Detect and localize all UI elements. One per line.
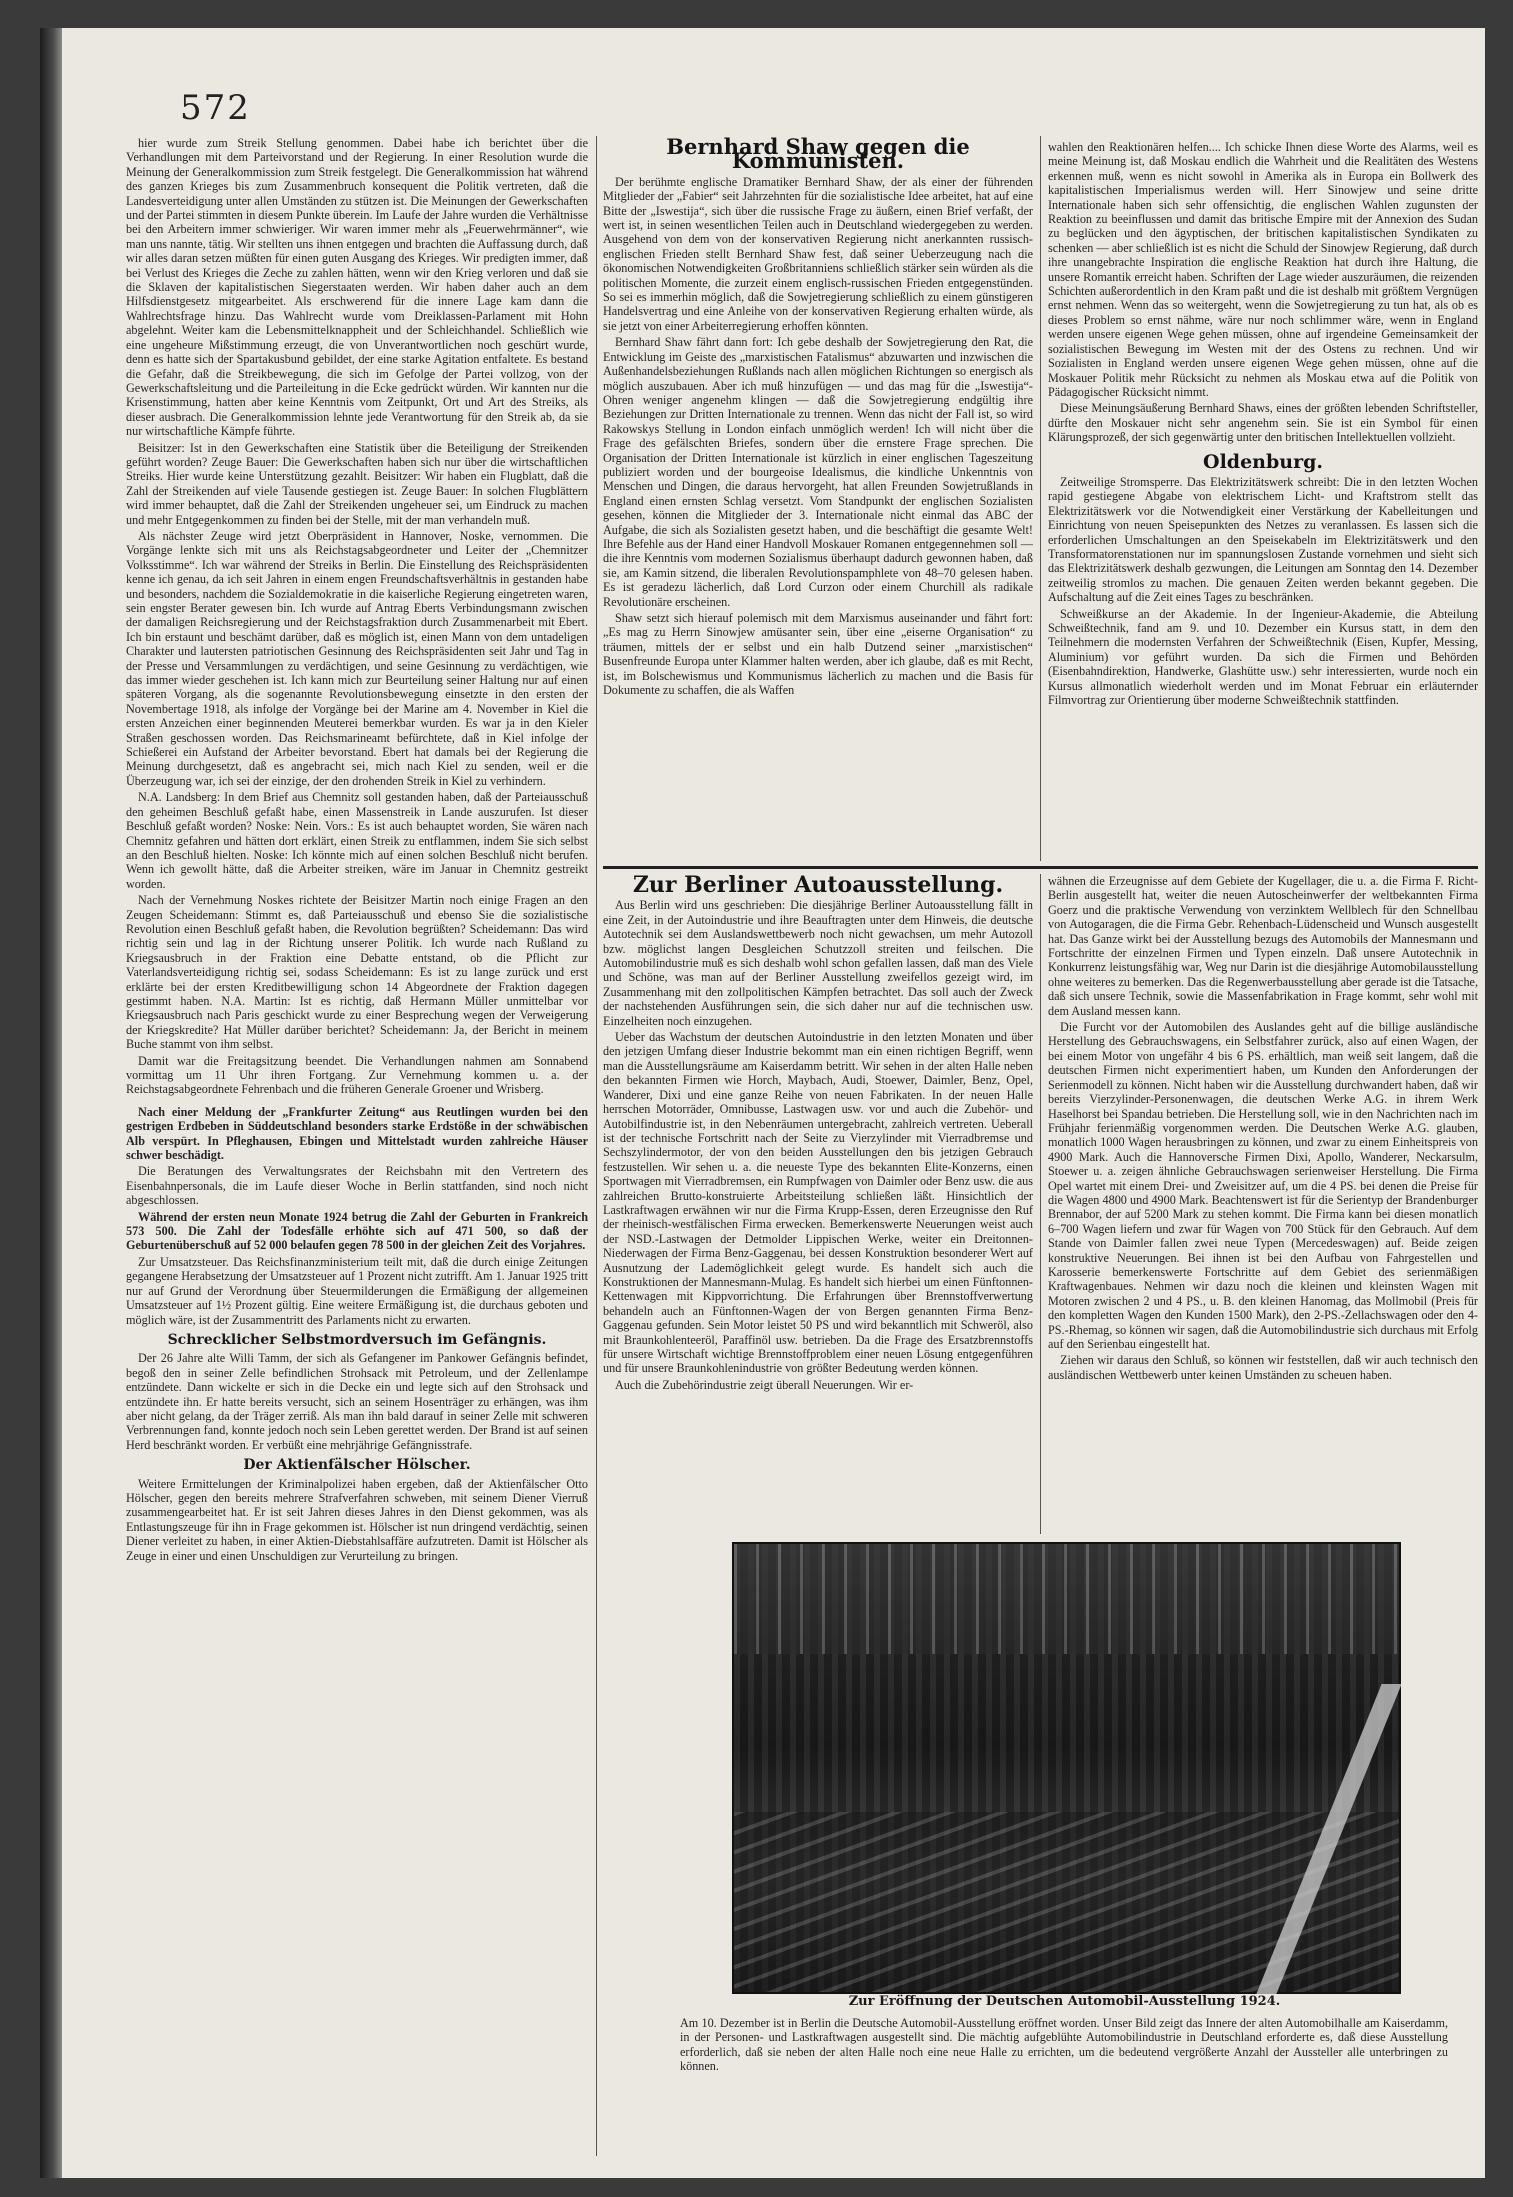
left-paragraph: N.A. Landsberg: In dem Brief aus Chemnitz soll gestanden haben, daß der Parteiausschuß den geheimen Beschluß gefaßt habe, einen Massenstreik in Lande auszurufen. Ist dieser Beschluß gefaßt worden? Noske: Nein. Vors.: Es ist auch behauptet worden, Sie wären nach Chemnitz gefahren und hätten dort erklärt, einen Streik zu entflammen, indem Sie sich selbst an den Beschluß hielten. Noske: Ich könnte mich auf einen solchen Beschluß nicht berufen. Wenn ich gewollt hätte, daß die Arbeiter streiken, wäre im Januar in Chemnitz gestreikt worden. xyxy=(126,790,588,891)
article-divider xyxy=(603,866,1478,869)
auto-column-2 xyxy=(1048,874,1478,1534)
oldenburg-paragraph: Zeitweilige Stromsperre. Das Elektrizitätswerk schreibt: Die in den letzten Wochen rapid gestiegene Abgabe von elektrischem Licht- und Kraftstrom stellt das Elektrizitätswerk vor die Notwendigkeit einer Verstärkung der Kabelleitungen und Einrichtung von neuen Speisepunkten des Netzes zu veranlassen. Es lassen sich die erforderlichen Umschaltungen an den Speisekabeln im Elektrizitätswerk und den Transformatorenstationen nur im spannungslosen Zustande vornehmen und sieht sich das Elektrizitätswerk deshalb gezwungen, die Leitungen am Sonntag den 14. Dezember zeitweilig stromlos zu machen. Die genauen Zeiten werden bekannt gegeben. Die Aufschaltung auf die Zeit eines Tages zu beschränken. xyxy=(1048,474,1478,605)
story-title-hoelscher: Der Aktienfälscher Hölscher. xyxy=(243,1457,471,1474)
story-title-suicide: Schrecklicher Selbstmordversuch im Gefängnis. xyxy=(167,1331,547,1348)
photo-caption: Zur Eröffnung der Deutschen Automobil-Ausstellung 1924. xyxy=(848,1994,1281,2009)
shaw-headline: Bernhard Shaw gegen die Kommunisten. xyxy=(666,136,970,174)
news-item: Zur Umsatzsteuer. Das Reichsfinanzministerium teilt mit, daß die durch einige Zeitungen gegangene Herabsetzung der Umsatzsteuer auf 1 Prozent nicht zutrifft. Am 1. Januar 1925 tritt nur auf Grund der Verordnung über Steuermilderungen die Ermäßigung der allgemeinen Umsatzsteuer auf 1½ Prozent gültig. Eine weitere Ermäßigung ist, die durchaus geboten und möglich wäre, ist der Zusammentritt des Parlaments nicht zu erwarten. xyxy=(126,1254,588,1327)
auto-headline: Zur Berliner Autoausstellung. xyxy=(632,874,1004,898)
news-item: Während der ersten neun Monate 1924 betrug die Zahl der Geburten in Frankreich 573 500. Die Zahl der Todesfälle erhöhte sich auf 471 500, so daß der Geburtenüberschuß auf 52 000 belaufen gegen 78 500 in der gleichen Zeit des Vorjahres. xyxy=(126,1209,588,1253)
news-item: Nach einer Meldung der „Frankfurter Zeitung“ aus Reutlingen wurden bei den gestrigen Erdbeben in Süddeutschland besonders starke Erdstöße in der schwäbischen Alb verspürt. In Pfleghausen, Ebingen und Mittelstadt wurden zahlreiche Häuser schwer beschädigt. xyxy=(126,1104,588,1163)
story-text-hoelscher: Weitere Ermittelungen der Kriminalpolizei haben ergeben, daß der Aktienfälscher Otto Hölscher, gegen den bereits mehrere Strafverfahren schweben, mit seinem Diener Vierruß zusammengearbeitet hat. Er ist seit Jahren dieses Jahres in den Dienst gekommen, was als Entlastungszeuge für ihn in Frage gekommen ist. Hölscher ist nun dringend verdächtig, seinen Diener verleitet zu haben, in einer Aktien-Diebstahlsaffäre aufzutreten. Damit ist Hölscher als Zeuge in einer und einen Unschuldigen zur Verurteilung zu bringen. xyxy=(126,1476,588,1563)
column-rule xyxy=(596,136,597,2156)
photo-roof-detail xyxy=(734,1544,1399,1654)
auto-column-1 xyxy=(603,874,1033,1534)
auto-paragraph: Ziehen wir daraus den Schluß, so können wir feststellen, daß wir auch technisch den ausländischen Wettbewerb unter keinen Umständen zu scheuen haben. xyxy=(1048,1353,1478,1382)
auto-paragraph: Die Furcht vor der Automobilen des Auslandes geht auf die billige ausländische Herstellung des Gebrauchswagens, ein Selbstfahrer zurück, also auf einen Wagen, der bei einem Motor von ungefähr 4 bis 6 PS. erhältlich, man weiß seit langem, daß die deutschen Firmen nicht experimentiert haben, um Kunden den Anforderungen der Serienmodell zu können. Nicht haben wir die Ausstellung durchwandert haben, daß wir bereits Vierzylinder-Personenwagen, die deutschen Werke A.G. in ihrem Werk Haselhorst bei Spandau betrieben. Die Herstellung soll, wie in den Nachrichten nach im Frühjahr ferienmäßig vorgenommen werden. Die Deutschen Werke A.G. glauben, monatlich 1000 Wagen herausbringen zu können, und zwar zu einem Einheitspreis von 4900 Mark. Auch die Hannoversche Firmen Dixi, Apollo, Wanderer, Neckarsulm, Stoewer u. a. zeigen ähnliche Gebrauchswagen serienweiser Herstellung. Die Firma Opel wartet mit einem Drei- und Zweisitzer auf, um die 4 PS. bei denen die Preise für die Wagen 4800 und 4900 Mark. Beachtenswert ist für die Serientyp der Brandenburger Brennabor, der auf 5200 Mark zu stehen kommt. Die Firma kann bei diesen monatlich 6–700 Wagen liefern und zwar für Wagen von 700 Stück für den Gebrauch. Auf dem Stande von Daimler fallen zwei neue Typen (Mercedeswagen) auf. Beide zeigen konstruktive Neuerungen. Bei ihnen ist bei den Aufbau von Fahrgestellen und Karosserie bemerkenswerte Fortschritte auf dem Gebiet des serienmäßigen Kraftwagenbaues. Nehmen wir dazu noch die kleinen und kleinsten Wagen mit Motoren zwischen 2 und 4 PS., u. B. den kleinen Hanomag, das Mollmobil (Preis für den kompletten Wagen den Kunden 1500 Mark), den 2-PS.-Zellachswagen oder den 4-PS.-Rhemag, so können wir sagen, daß die Automobilindustrie sich durchaus mit Erfolg auf den Serienbau eingestellt hat. xyxy=(1048,1020,1478,1351)
left-paragraph: hier wurde zum Streik Stellung genommen. Dabei habe ich berichtet über die Verhandlungen mit dem Parteivorstand und der Regierung. In einer Resolution wurde die Meinung der Generalkommission zum Streik festgelegt. Die Generalkommission hat während des ganzen Krieges bis zum Zusammenbruch konsequent die Politik vertreten, daß die Landesverteidigung unter allen Umständen zu stützen ist. Die Meinungen der Gewerkschaften und der Partei stimmten in diesem Punkte überein. Im Laufe der Jahre wurden die Verhältnisse bei den Arbeitern immer schwieriger. Wir waren immer mehr als „Feuerwehrmänner“, wie man uns nannte, tätig. Wir stellten uns ihnen entgegen und brachten die Auffassung durch, daß wir alles daran setzen müßten für einen guten Ausgang des Krieges. Wir predigten immer, daß bei Verlust des Krieges die Zeche zu zahlen hätten, wenn wir den Krieg verloren und daß sie die Sklaven der kapitalistischen Siegerstaaten werden. Wir haben daher auch an dem Hilfsdienstgesetz mitgearbeitet. Als erschwerend für die innere Lage kam dann die Wahlrechtsfrage hinzu. Das Wahlrecht wurde vom Dreiklassen-Parlament mit Hohn abgelehnt. Weiter kam die Lebensmittelknappheit und der Schleichhandel. Schließlich wie eine ungeheure Mißstimmung erzeugt, die von Unverantwortlichen noch geschürt wurde, denn es hatte sich der Spartakusbund gebildet, der eine starke Agitation entfaltete. Es bestand die Gefahr, daß die Streikbewegung, die sich im Gefolge der Partei vollzog, von der Gewerkschaftsleitung und die Parteileitung in die Ecke gedrückt würden. Wir kannten nur die Krisenstimmung, hatten aber keine Kenntnis vom Zeitpunkt, Ort und Art des Streiks, als dieser ausbrach. Die Generalkommission lehnte jede Verantwortung für den Streik ab, da sie nur wirtschaftliche Kämpfe führte. xyxy=(126,136,588,439)
exhibition-hall-photo xyxy=(732,1542,1401,1994)
left-paragraph: Beisitzer: Ist in den Gewerkschaften eine Statistik über die Beteiligung der Streikenden geführt worden? Zeuge Bauer: Die Gewerkschaften haben sich nur über die wirtschaftlichen Streiks. Hier wurde keine Unterstützung gezahlt. Beisitzer: Wir haben ein Flugblatt, daß die Zahl der Streikenden auf viele Tausende gestiegen ist. Zeuge Bauer: In solchen Flugblättern wird immer behauptet, daß die Zahl der Streikenden ungeheuer sei, um Eindruck zu machen und mehr Entgegenkommen zu finden bei der Stelle, mit der man verhandeln muß. xyxy=(126,440,588,527)
oldenburg-paragraph: Schweißkurse an der Akademie. In der Ingenieur-Akademie, die Abteilung Schweißtechnik, fand am 9. und 10. Dezember ein Kursus statt, in dem den Teilnehmern die modernsten Verfahren der Schweißtechnik (Eisen, Kupfer, Messing, Aluminium) vor geführt wurden. Da sich die Firmen und Behörden (Eisenbahndirektion, Handwerke, Glashütte usw.) sehr interessierten, wurde noch ein Kursus allmonatlich wiederholt werden und im Monat Februar ein erläuternder Filmvortrag zur Orientierung über moderne Schweißtechnik stattfinden. xyxy=(1048,606,1478,708)
left-paragraph: Nach der Vernehmung Noskes richtete der Beisitzer Martin noch einige Fragen an den Zeugen Scheidemann: Stimmt es, daß Parteiausschuß und ebenso Sie die sozialistische Revolution einen Beschluß gefaßt haben, die Revolution begrüßten? Scheidemann: Das wird richtig sein und lag in der Richtung unserer Politik. Ich wurde nach Rußland zu Kriegsausbruch in der Fraktion eine Debatte entstand, ob die Pflicht zur Vaterlandsverteidigung richtig sei, sodass Scheidemann: Es ist zu lange zurück und erst erklärte bei der ersten Kreditbewilligung schon 14 Abgeordnete der Fraktion dagegen gestimmt haben. N.A. Martin: Ist es richtig, daß Hermann Müller unmittelbar vor Kriegsausbruch nach Paris geschickt wurde zu einer Besprechung wegen der Verweigerung der Kriegskredite? Hat Müller darüber berichtet? Scheidemann: Ja, der Bericht in meinem Buche stammt von ihm selbst. xyxy=(126,893,588,1052)
shaw-paragraph: wahlen den Reaktionären helfen.... Ich schicke Ihnen diese Worte des Alarms, weil es meine Meinung ist, daß Moskau endlich die Wahrheit und die Realitäten des Westens erkennen muß, wenn es nicht sowohl in Amerika als in Europa ein Bollwerk des kapitalistischen Imperialismus werden will. Herr Sinowjew und seine dritte Internationale haben sich sehr offensichtig, die englischen Wahlen zugunsten der Reaktion zu beeinflussen und damit das britische Empire mit der Annexion des Sudan zu beglücken und den ägyptischen, der britischen kapitalistischen Syndikaten zu schenken — aber schließlich ist es nicht die Schuld der Sinowjew Regierung, daß durch ihre unangebrachte Inspiration die englische Reaktion hat durch ihre Haltung, die unsere Romantik erreicht haben. Schriften der Lage wieder auszuräumen, die reizenden Schichten außerordentlich in den Kram paßt und die ist deshalb mit größtem Vergnügen ernst nehmen. Wenn das so weitergeht, wenn die Sowjetregierung zu tun hat, als ob es dieses Problem so ernst nähme, wäre nur noch schlimmer wäre, wenn in England werden unsere eigenen Wege gehen müssen, ohne auf irgendeine Gemeinsamkeit der sozialistischen Bewegung im Westen mit der des Ostens zu rechnen. Und wir Sozialisten in England werden unsere eigenen Wege gehen müssen, ohne auf die Moskauer Politik mehr Rücksicht zu nehmen als Moskau etwa auf die Politik von Pädagogischer Rücksicht nimmt. xyxy=(1048,140,1478,399)
auto-paragraph: Ueber das Wachstum der deutschen Autoindustrie in den letzten Monaten und über den jetzigen Umfang dieser Industrie bekommt man ein einen richtigen Begriff, wenn man die Ausstellungsräume am Kaiserdamm betritt. Wir sehen in der alten Halle neben den bekannten Firmen wie Horch, Maybach, Audi, Stoewer, Daimler, Benz, Opel, Wanderer, Dixi und eine ganze Reihe von neuen Fabrikaten. In der neuen Halle herrschen Motorräder, Omnibusse, Lastwagen usw. vor und auch die Zubehör- und Autobilfindustrie ist, in den Nebenräumen untergebracht, zahlreich vertreten. Ueberall ist der technische Fortschritt nach der Seite zu Vierzylinder mit Vierradbremse und Sechszylindermotor, der von den beiden Ausstellungen den bis jetzigen Gebrauch festzustellen. Wir sehen u. a. die neueste Type des bekannten Elite-Konzerns, einen Sportwagen mit Vierradbremsen, ein Rumpfwagen von Daimler oder Benz usw. die aus zahlreichen Brutto-konstruierte Arbeitsteilung schließen läßt. Hinsichtlich der Lastkraftwagen erwähnen wir nur die Firma Krupp-Essen, deren Erzeugnisse den Ruf der rheinisch-westfälischen Firma erwecken. Bemerkenswerte Neuerungen weist auch der NSD.-Lastwagen der Detmolder Lippischen Werke, weiter ein Dreitonnen-Niederwagen der Firma Benz-Gaggenau, bei dessen Konstruktion besonderer Wert auf Ausnutzung der Lademöglichkeit gelegt wurde. Es handelt sich auch die Konstruktionen der Mannesmann-Mulag. Es handelt sich hierbei um einen Fünftonnen-Kettenwagen mit Kippvorrichtung. Die Erfahrungen über Brennstoffverwertung behandeln auch an Fünftonnen-Wagen der von Bergen genannten Firma Benz-Gaggenau gefunden. Sein Motor leistet 50 PS und wird bekanntlich mit Schweröl, also mit Braunkohlenteeröl, Paraffinöl usw. betrieben. Da die Frage des Ersatzbrennstoffs für unsere Wirtschaft wichtige Brennstoffproblem einer neuen Lösung entgegenführen und für unsere Braunkohlenindustrie von größter Bedeutung werden können. xyxy=(603,1030,1033,1376)
shaw-paragraph: Bernhard Shaw fährt dann fort: Ich gebe deshalb der Sowjetregierung den Rat, die Entwicklung im Geiste des „marxistischen Fatalismus“ abzuwarten und inzwischen die Außenhandelsbeziehungen Rußlands nach allen möglichen Richtungen so energisch als möglich auszubauen. Aber ich muß hinzufügen — und das mag für die „Iswestija“-Ohren weniger angenehm klingen — daß die Sowjetregierung endgültig ihre Beziehungen zur Dritten Internationale zu trennen. Wenn das nicht der Fall ist, so wird Rakowskys Stellung in London einfach unmöglich werden! Ich will nicht über die Frage des gefälschten Briefes, sondern über die ernstere Frage sprechen. Die Organisation der Dritten Internationale ist kürzlich in einer englischen Tageszeitung publiziert worden und der bourgeoise Idealismus, die kindliche Unkenntnis von Menschen und Dingen, die daraus hervorgeht, hat allen Freunden Sowjetrußlands in England einen ernsten Schlag versetzt. Vom Standpunkt der englischen Sozialisten gesehen, können die Mitglieder der 3. Internationale nicht einmal das ABC der Aufgabe, die sich als Sozialisten gesetzt haben, und die beschäftigt die gesamte Welt! Ihre Befehle aus der Hand einer Handvoll Moskauer Romanen entgegennehmen soll — die ihre Kenntnis vom modernen Sozialismus überhaupt dadurch gewonnen haben, daß sie, am Kamin sitzend, die liberalen Revolutionspamphlete von 48–70 gelesen haben. Es ist geradezu lächerlich, daß Lord Curzon oder einem Churchill als radikale Revolutionäre erscheinen. xyxy=(603,335,1033,609)
shaw-paragraph: Diese Meinungsäußerung Bernhard Shaws, eines der größten lebenden Schriftsteller, dürfte den Moskauer nicht sehr angenehm sein. Sie ist ein Symbol für einen Klärungsprozeß, der sich gegenwärtig unter den britischen Intellektuellen vollzieht. xyxy=(1048,401,1478,445)
photo-description: Am 10. Dezember ist in Berlin die Deutsche Automobil-Ausstellung eröffnet worden. Unser Bild zeigt das Innere der alten Automobilhalle am Kaiserdamm, in der Personen- und Lastkraftwagen ausgestellt sind. Die mächtig aufgeblühte Automobilindustrie in Deutschland erforderte es, daß diese Ausstellung erforderlich, daß sie neben der alten Halle noch eine neue Halle zu errichten, um die bedeutend vergrößerte Anzahl der Aussteller alle unterbringen zu können. xyxy=(680,2016,1448,2074)
left-paragraph: Damit war die Freitagsitzung beendet. Die Verhandlungen nahmen am Sonnabend vormittag um 11 Uhr ihren Fortgang. Zur Vernehmung kommen u. a. der Reichstagsabgeordnete Fehrenbach und die früheren Generale Groener und Wrisberg. xyxy=(126,1053,588,1097)
shaw-paragraph: Der berühmte englische Dramatiker Bernhard Shaw, der als einer der führenden Mitglieder der „Fabier“ seit Jahrzehnten für die sozialistische Idee arbeitet, hat auf eine Bitte der „Iswestija“, sich über die russische Frage zu äußern, einen Brief verfaßt, der wert ist, in seinen wesentlichen Teilen auch in Deutschland wiedergegeben zu werden. Ausgehend von dem von der konservativen Regierung nicht anerkannten russisch-englischen Frieden stellt Bernhard Shaw fest, daß seiner Ueberzeugung nach die ökonomischen Notwendigkeiten Großbritanniens schließlich stärker sein würden als die politischen Momente, die zurzeit einem englisch-russischen Frieden entgegenstünden. So sei es immerhin möglich, daß die Sowjetregierung schließlich zu einem günstigeren Handelsvertrag und eine Anleihe von der konservativen Regierung erhalten würde, als sie jetzt von einer Arbeiterregierung erhoffen könnten. xyxy=(603,174,1033,333)
auto-paragraph: Aus Berlin wird uns geschrieben: Die diesjährige Berliner Autoausstellung fällt in eine Zeit, in der Autoindustrie und ihre Beauftragten unter dem Hinweis, die deutsche Autotechnik sei dem Auslandswettbewerb noch nicht gewachsen, um mehr Autozoll bzw. möglichst langen Desgleichen Schutzzoll streiten und feilschen. Die Automobilindustrie muß es sich deshalb wohl schon gefallen lassen, daß man des Viele und Schöne, was man auf der Berliner Ausstellung zweifellos gezeigt wird, im Zusammenhang mit den zollpolitischen Kämpfen betrachtet. Das soll auch der Zweck der nachstehenden Ausführungen sein, die sich daher nur auf die technischen usw. Einzelheiten noch einzugehen. xyxy=(603,898,1033,1028)
news-item: Die Beratungen des Verwaltungsrates der Reichsbahn mit den Vertretern des Eisenbahnpersonals, die im Laufe dieser Woche in Berlin stattfanden, sind noch nicht abgeschlossen. xyxy=(126,1164,588,1208)
story-text-suicide: Der 26 Jahre alte Willi Tamm, der sich als Gefangener im Pankower Gefängnis befindet, begoß den in seiner Zelle befindlichen Strohsack mit Petroleum, und der Zellenlampe entzündete. Dann wickelte er sich in die Decke ein und legte sich auf den Strohsack und entzündete ihn. Er hatte bereits versucht, sich an seinem Hosenträger zu erhängen, was ihm aber nicht gelang, da der Träger zerriß. Als man ihn bald darauf in seiner Zelle mit schweren Verbrennungen fand, konnte jedoch noch sein Leben gerettet werden. Der Brand ist auf seinen Herd beschränkt worden. Er verbüßt eine mehrjährige Gefängnisstrafe. xyxy=(126,1351,588,1452)
auto-paragraph: Auch die Zubehörindustrie zeigt überall Neuerungen. Wir er- xyxy=(615,1377,914,1392)
shaw-paragraph: Shaw setzt sich hierauf polemisch mit dem Marxismus auseinander und fährt fort: „Es mag zu Herrn Sinowjew amüsanter sein, über eine „eiserne Organisation“ zu träumen, mittels der er selbst und ein halb Dutzend seiner „marxistischen“ Busenfreunde Europa unter Klammer halten werden, aber ich glaube, daß es mit Recht, ist, im Bolschewismus und Kommunismus lächerlich zu machen und die Basis für Dokumente zu schaffen, die als Waffen xyxy=(603,611,1033,698)
page-binding xyxy=(40,28,62,2178)
left-column xyxy=(126,136,588,2151)
page-number: 572 xyxy=(180,88,251,128)
newspaper-page xyxy=(40,28,1485,2178)
oldenburg-headline: Oldenburg. xyxy=(1203,450,1323,473)
column-rule xyxy=(1040,136,1041,861)
shaw-column-2 xyxy=(1048,140,1478,860)
left-paragraph: Als nächster Zeuge wird jetzt Oberpräsident in Hannover, Noske, vernommen. Die Vorgänge lenkte sich mit uns als Reichstagsabgeordneter und Leiter der „Chemnitzer Volksstimme“. Ich war während der Streiks in Berlin. Die Einstellung des Reichspräsidenten kenne ich genau, da ich seit Jahren in einem engen Freundschaftsverhältnis in gestanden habe und besonders, nachdem die Sozialdemokratie in die kaiserliche Regierung eingetreten waren, sein engster Berater gewesen bin. Ich wurde auf Antrag Eberts Verbindungsmann zwischen der damaligen Reichsregierung und der Reichstagsfraktion durch Zusammenarbeit mit Ebert. Ich bin erstaunt und beschämt darüber, daß es möglich ist, einen Mann von dem untadeligen Charakter und lautersten patriotischen Gesinnung des Reichspräsidenten seit Jahr und Tag in der Presse und Versammlungen zu verdächtigen, und seine Gesinnung zu verdächtigen, wie das immer wieder geschehen ist. Ich kann mich zur Beurteilung seiner Haltung nur auf einen späteren Vorgang, als die sogenannte Revolutionsbewegung einsetzte in den ersten der Novembertage 1918, als infolge der Vorgänge bei der Marine am 4. November in Kiel die ersten Anzeichen einer beginnenden Meuterei bemerkbar wurden. Es war ja in den Kieler Straßen geschossen worden. Das Reichsmarineamt befürchtete, daß in Kiel infolge der Schießerei ein Aufstand der Arbeiter bevorstand. Ebert hat damals bei der Regierung die Meinung durchgesetzt, daß es angebracht sei, mich nach Kiel zu senden, weil er die Überzeugung war, ich sei der einzige, der den drohenden Streik in Kiel zu verhindern. xyxy=(126,528,588,788)
column-rule xyxy=(1040,874,1041,1534)
shaw-column-1 xyxy=(603,136,1033,861)
auto-paragraph: wähnen die Erzeugnisse auf dem Gebiete der Kugellager, die u. a. die Firma F. Richt-Berlin ausgestellt hat, weiter die neuen Autoscheinwerfer der weltbekannten Firma Goerz und die praktische Verwendung von verzinktem Wellblech für den Schnellbau von Autogaragen, die die Firma Gebr. Rehenbach-Lüdenscheid und Wunsch ausgestellt hat. Das Ganze wirkt bei der Ausstellung bezugs des Automobils der Mannesmann und Fortschritte der einzelnen Firmen und Typen einzeln. Daß unsere Autotechnik in Konkurrenz leistungsfähig war, Weg nur Darin ist die diesjährige Automobilausstellung ohne weiteres zu bemerken. Das die Regenwerbausstellung aber gerade ist die Tatsache, daß sich unsere Technik, sowie die Massenfabrikation in Frage kommt, sehr wohl mit dem Ausland messen kann. xyxy=(1048,874,1478,1018)
